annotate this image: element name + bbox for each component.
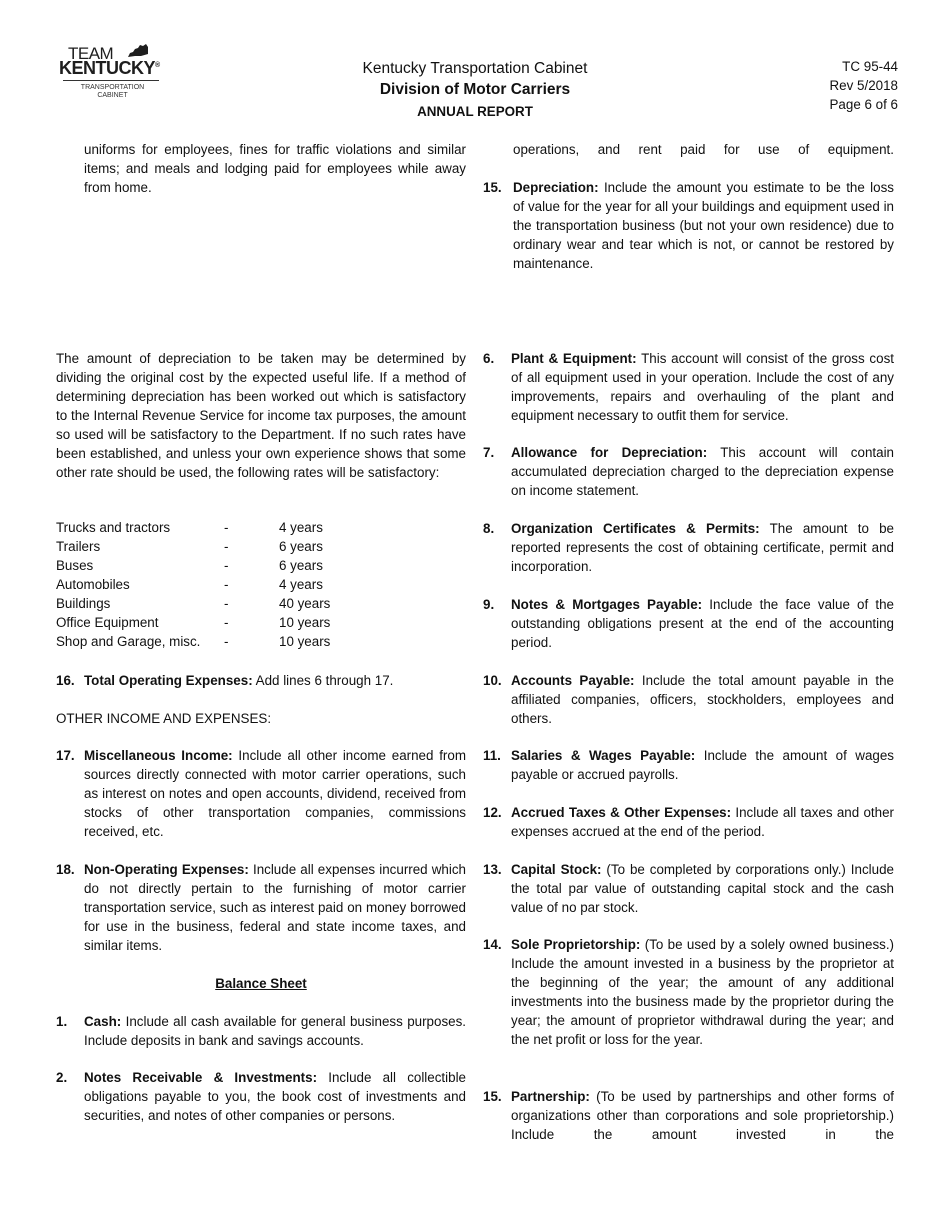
item-number: 6.	[483, 351, 495, 366]
item-title: Sole Proprietorship:	[511, 937, 641, 952]
left-continued-text: uniforms for employees, fines for traffic violations and similar items; and meals and lodging paid for employees while away from home.	[84, 142, 466, 195]
team-kentucky-logo	[55, 44, 170, 106]
item-text: (To be completed by corporations only.) Include the total par value of outstanding capital stock and the cash value of no par stock.	[511, 862, 894, 915]
rate-years: 4 years	[279, 577, 323, 592]
item-title: Notes & Mortgages Payable:	[511, 597, 703, 612]
item-number: 13.	[483, 862, 502, 877]
item-number: 9.	[483, 597, 495, 612]
item-text: Include all collectible obligations payable to you, the book cost of investments and securities, and notes of other companies or persons.	[84, 1070, 466, 1123]
item-15-depreciation	[483, 178, 894, 273]
item-title: Partnership:	[511, 1089, 590, 1104]
depreciation-rates-table	[56, 518, 356, 651]
item-number: 12.	[483, 805, 502, 820]
rate-years: 10 years	[279, 615, 331, 630]
item-14-sole-proprietorship	[483, 935, 894, 1049]
item-number: 7.	[483, 445, 495, 460]
rate-row	[56, 594, 356, 613]
rate-row	[56, 613, 356, 632]
item-number: 8.	[483, 521, 495, 536]
rate-asset: Office Equipment	[56, 615, 159, 630]
rate-years: 10 years	[279, 634, 331, 649]
rate-years: 6 years	[279, 558, 323, 573]
item-text: (To be used by a solely owned business.) Include the amount invested in a business by the proprietor at the beginning of the year; the amount of any additional investments into the business made by the proprietor during the year; the amount of proprietor withdrawal during the year; and the net profit or loss for the year.	[511, 937, 895, 1047]
rate-separator: -	[224, 615, 229, 630]
rate-row	[56, 556, 356, 575]
item-text: Include all taxes and other expenses accrued at the end of the period.	[511, 805, 894, 839]
rate-asset: Automobiles	[56, 577, 130, 592]
item-11-salaries-wages-payable	[483, 746, 894, 784]
item-text: (To be used by partnerships and other forms of organizations other than corporations and sole proprietorship.) Include the amount invested in the	[511, 1089, 894, 1142]
item-9-notes-mortgages-payable	[483, 595, 894, 652]
document-header	[280, 58, 670, 123]
item-title: Salaries & Wages Payable:	[511, 748, 696, 763]
rate-row	[56, 575, 356, 594]
item-title: Accounts Payable:	[511, 673, 635, 688]
item-title: Total Operating Expenses:	[84, 673, 253, 688]
item-text: Include the face value of the outstanding obligations present at the end of the accounting period.	[511, 597, 894, 650]
item-title: Non-Operating Expenses:	[84, 862, 249, 877]
rate-years: 4 years	[279, 520, 323, 535]
rate-row	[56, 537, 356, 556]
page-number: Page 6 of 6	[829, 97, 898, 112]
depreciation-intro: The amount of depreciation to be taken may be determined by dividing the original cost by the expected useful life. If a method of determining depreciation has been worked out which is satisfactory to the Internal Revenue Service for income tax purposes, the amount so used will be satisfactory to the Department. If no such rates have been established, and unless your own experience shows that some other rate should be used, the following rates will be satisfactory:	[56, 351, 466, 480]
item-18-non-operating-expenses	[56, 860, 466, 955]
item-number: 18.	[56, 862, 75, 877]
form-revision: Rev 5/2018	[829, 78, 898, 93]
item-7-allowance-depreciation	[483, 443, 894, 500]
balance-item-1-cash	[56, 1012, 466, 1050]
item-text: Include all expenses incurred which do not directly pertain to the furnishing of motor carrier transportation service, such as interest paid on money borrowed for use in the business, federal and state income taxes, and similar items.	[84, 862, 466, 953]
item-text: Include the amount you estimate to be the loss of value for the year for all your buildings and equipment used in the transportation business (but not your own residence) due to ordinary wear and tear which is not, or cannot be restored by maintenance.	[513, 180, 894, 271]
division-name: Division of Motor Carriers	[379, 81, 571, 98]
item-title: Cash:	[84, 1014, 122, 1029]
balance-item-2-notes-receivable	[56, 1068, 466, 1125]
item-17-miscellaneous-income	[56, 746, 466, 841]
item-title: Miscellaneous Income:	[84, 748, 233, 763]
rate-asset: Trailers	[56, 539, 101, 554]
logo-subtitle: TRANSPORTATION CABINET	[80, 84, 145, 99]
item-number: 11.	[483, 748, 501, 763]
item-text: Include all other income earned from sources directly connected with motor carrier operations, such as interest on notes and open accounts, dividend, received from stocks of other transportation companies, commissions received, etc.	[84, 748, 466, 839]
item-title: Accrued Taxes & Other Expenses:	[511, 805, 732, 820]
item-number: 1.	[56, 1014, 68, 1029]
balance-sheet-title: Balance Sheet	[215, 976, 307, 991]
report-title: ANNUAL REPORT	[417, 104, 533, 119]
agency-name: Kentucky Transportation Cabinet	[362, 60, 588, 77]
item-text: Add lines 6 through 17.	[252, 673, 394, 688]
item-number: 14.	[483, 937, 502, 952]
item-title: Capital Stock:	[511, 862, 602, 877]
item-text: Include the amount of wages payable or accrued payrolls.	[511, 748, 895, 782]
rate-row	[56, 518, 356, 537]
item-title: Depreciation:	[513, 180, 599, 195]
item-15-partnership	[483, 1087, 894, 1144]
item-13-capital-stock	[483, 860, 894, 917]
item-title: Allowance for Depreciation:	[511, 445, 708, 460]
item-text: Include all cash available for general business purposes. Include deposits in bank and savings accounts.	[84, 1014, 466, 1048]
rate-separator: -	[224, 520, 229, 535]
form-info	[830, 57, 899, 114]
rate-separator: -	[224, 558, 229, 573]
form-number: TC 95-44	[842, 59, 898, 74]
item-title: Plant & Equipment:	[511, 351, 637, 366]
item-number: 15.	[483, 1089, 502, 1104]
item-12-accrued-taxes	[483, 803, 894, 841]
item-10-accounts-payable	[483, 671, 894, 728]
rate-years: 6 years	[279, 539, 323, 554]
rate-separator: -	[224, 577, 229, 592]
item-title: Organization Certificates & Permits:	[511, 521, 760, 536]
other-income-heading: OTHER INCOME AND EXPENSES:	[56, 711, 272, 726]
item-title: Notes Receivable & Investments:	[84, 1070, 318, 1085]
item-text: Include the total amount payable in the affiliated companies, officers, stockholders, employees and others.	[511, 673, 894, 726]
item-number: 10.	[483, 673, 502, 688]
logo-divider	[63, 80, 159, 81]
item-text: This account will consist of the gross cost of all equipment used in your operation. Include the cost of any improvements, repairs and overhauling of the plant and equipment necessary to outfit them for service.	[511, 351, 894, 423]
rate-asset: Shop and Garage, misc.	[56, 634, 201, 649]
kentucky-state-icon	[127, 44, 149, 58]
item-number: 16.	[56, 673, 75, 688]
rate-separator: -	[224, 634, 229, 649]
rate-asset: Buildings	[56, 596, 111, 611]
item-text: This account will contain accumulated depreciation charged to the depreciation expense on income statement.	[511, 445, 894, 498]
item-6-plant-equipment	[483, 349, 894, 425]
rate-asset: Trucks and tractors	[56, 520, 171, 535]
logo-team-text: TEAM	[68, 44, 114, 63]
rate-separator: -	[224, 539, 229, 554]
right-continued-text: operations, and rent paid for use of equipment.	[513, 142, 894, 157]
item-number: 15.	[483, 180, 502, 195]
item-16-total-operating-expenses	[56, 671, 466, 690]
rate-years: 40 years	[279, 596, 331, 611]
item-number: 17.	[56, 748, 75, 763]
rate-asset: Buses	[56, 558, 94, 573]
item-text: The amount to be reported represents the cost of obtaining certificate, permit and incorporation.	[511, 521, 894, 574]
logo-kentucky-text: KENTUCKY®	[59, 58, 160, 78]
rate-separator: -	[224, 596, 229, 611]
item-8-organization-certificates	[483, 519, 894, 576]
item-number: 2.	[56, 1070, 68, 1085]
rate-row	[56, 632, 356, 651]
